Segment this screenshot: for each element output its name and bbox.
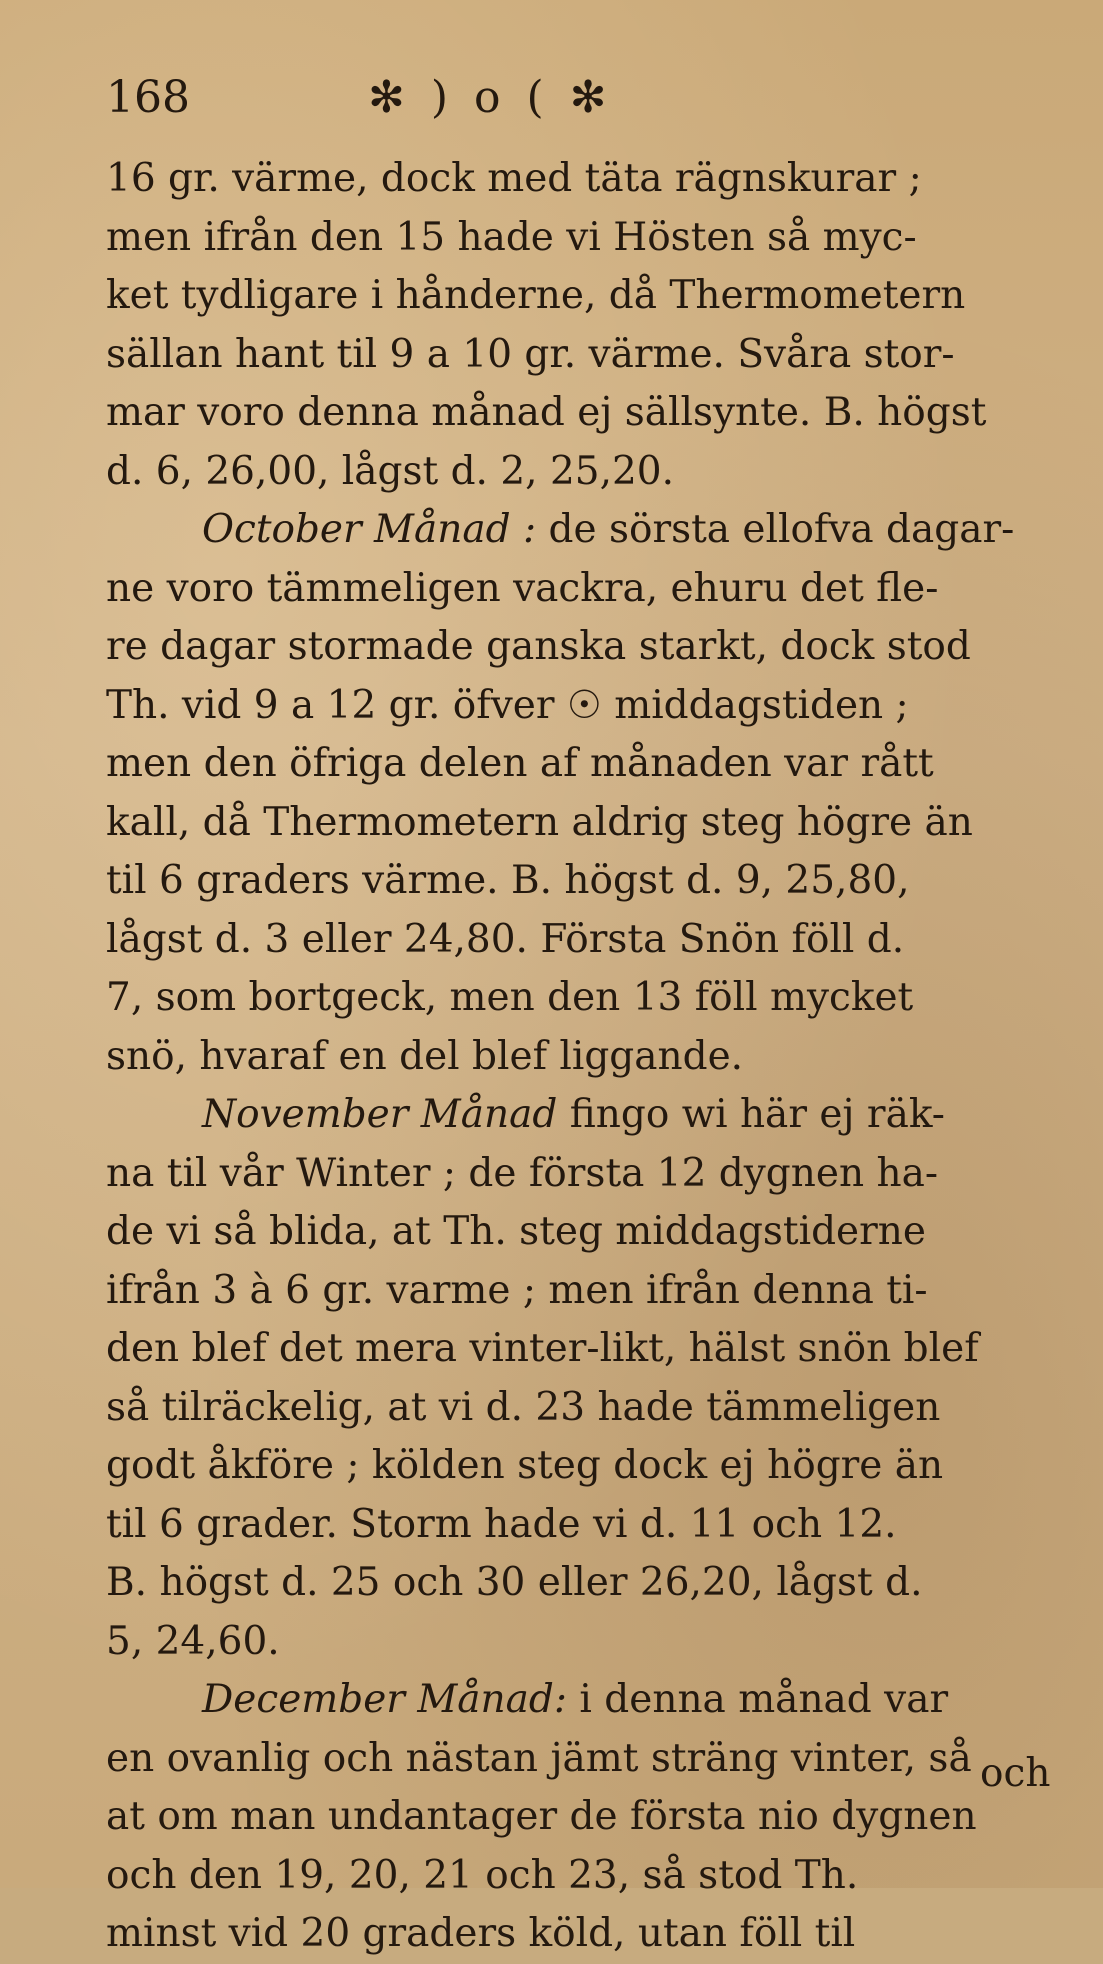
line-text: na til vår Winter ; de första 12 dygnen ha-: [106, 1150, 939, 1196]
line-text: ket tydligare i hånderne, då Thermometern: [106, 273, 966, 318]
line-text: re dagar stormade ganska starkt, dock stod: [106, 624, 971, 669]
text-line: [106, 150, 1020, 209]
text-line: [106, 852, 1020, 911]
text-line: [106, 1496, 1020, 1555]
line-text: sällan hant til 9 a 10 gr. värme. Svåra stor-: [106, 331, 955, 377]
line-text: minst vid 20 graders köld, utan föll til: [106, 1911, 856, 1956]
text-line: [106, 677, 1020, 736]
line-text: de sörsta ellofva dagar-: [548, 507, 1015, 552]
text-line: [106, 969, 1020, 1028]
text-line: [106, 1554, 1020, 1613]
line-text: til 6 grader. Storm hade vi d. 11 och 12.: [106, 1501, 897, 1547]
line-text: ne voro tämmeligen vackra, ehuru det fle-: [106, 565, 939, 611]
line-text: til 6 graders värme. B. högst d. 9, 25,80,: [106, 858, 910, 903]
line-text: kall, då Thermometern aldrig steg högre än: [106, 799, 973, 845]
text-line: [106, 1437, 1020, 1496]
text-line: [106, 1262, 1020, 1321]
text-line: [106, 1203, 1020, 1262]
catchword: och: [980, 1751, 1051, 1796]
text-line: [106, 1379, 1020, 1438]
line-text: Th. vid 9 a 12 gr. öfver ☉ middagstiden ;: [106, 682, 909, 728]
line-text: B. högst d. 25 och 30 eller 26,20, lågst d.: [106, 1560, 923, 1605]
line-text: så tilräckelig, at vi d. 23 hade tämmeligen: [106, 1384, 941, 1430]
text-line: [106, 326, 1020, 385]
line-text: snö, hvaraf en del blef liggande.: [106, 1033, 744, 1079]
line-text: i denna månad var: [579, 1677, 949, 1722]
text-line: [106, 618, 1020, 677]
line-text: men ifrån den 15 hade vi Hösten så myc-: [106, 214, 917, 260]
text-line: [106, 1730, 1020, 1789]
body-text: [106, 150, 1020, 1964]
line-text: d. 6, 26,00, lågst d. 2, 25,20.: [106, 448, 674, 494]
text-line: [106, 384, 1020, 443]
header-ornament: ✻ ) o ( ✻: [368, 72, 613, 123]
line-text: ifrån 3 à 6 gr. varme ; men ifrån denna ti-: [106, 1267, 928, 1313]
text-line: [106, 267, 1020, 326]
text-line: [106, 501, 1020, 560]
text-line: [106, 1905, 1020, 1964]
line-text: 16 gr. värme, dock med täta rägnskurar ;: [106, 156, 922, 201]
line-text: men den öfriga delen af månaden var rått: [106, 741, 934, 786]
page-number: 168: [106, 72, 190, 123]
text-line: [106, 1028, 1020, 1087]
line-text: de vi så blida, at Th. steg middagstiderne: [106, 1209, 926, 1254]
line-text: fingo wi här ej räk-: [569, 1092, 945, 1137]
text-line: [106, 1320, 1020, 1379]
line-text: 7, som bortgeck, men den 13 föll mycket: [106, 975, 914, 1020]
text-line: [106, 735, 1020, 794]
text-line: [106, 794, 1020, 853]
text-line: [106, 1788, 1020, 1847]
text-line: [106, 443, 1020, 502]
line-text: at om man undantager de första nio dygnen: [106, 1794, 977, 1839]
line-text: mar voro denna månad ej sällsynte. B. högst: [106, 390, 987, 435]
line-text: en ovanlig och nästan jämt sträng vinter, så: [106, 1735, 972, 1781]
text-line: [106, 911, 1020, 970]
text-line: [106, 1671, 1020, 1730]
text-line: [106, 560, 1020, 619]
line-text: godt åkföre ; kölden steg dock ej högre än: [106, 1443, 944, 1488]
line-text: 5, 24,60.: [106, 1618, 280, 1664]
text-line: [106, 209, 1020, 268]
month-heading: October Månad :: [202, 507, 537, 552]
running-header: [106, 68, 786, 128]
line-text: den blef det mera vinter-likt, hälst snön blef: [106, 1326, 979, 1371]
line-text: lågst d. 3 eller 24,80. Första Snön föll d.: [106, 916, 905, 962]
text-line: [106, 1613, 1020, 1672]
line-text: och den 19, 20, 21 och 23, så stod Th.: [106, 1852, 859, 1898]
text-line: [106, 1847, 1020, 1906]
month-heading: November Månad: [202, 1092, 558, 1137]
text-line: [106, 1086, 1020, 1145]
month-heading: December Månad:: [202, 1677, 567, 1722]
text-line: [106, 1145, 1020, 1204]
